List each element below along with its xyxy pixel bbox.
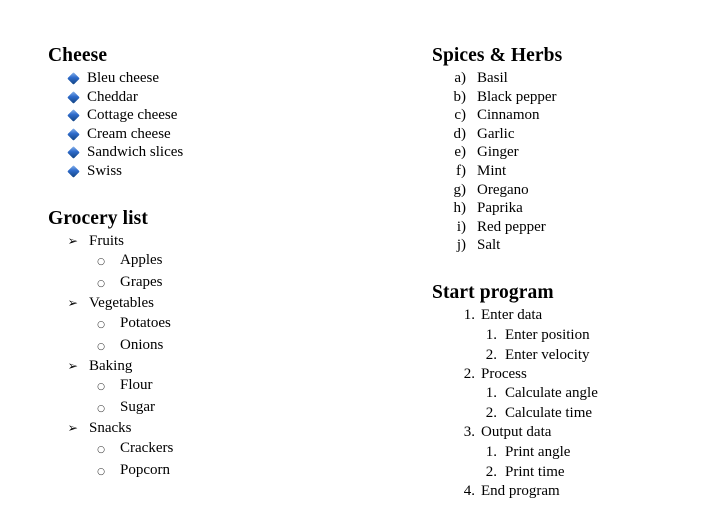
list-item xyxy=(432,162,682,181)
list-marker: 1. xyxy=(485,326,497,343)
list-item-label: Print time xyxy=(505,463,565,480)
diamond-bullet-icon-shape xyxy=(67,128,80,141)
list-item xyxy=(48,357,378,376)
heading-spices-and-herbs: Spices & Herbs xyxy=(432,45,563,66)
list-item xyxy=(48,69,378,88)
list-item-label: Cottage cheese xyxy=(87,107,178,124)
list-marker: 2. xyxy=(485,346,497,363)
diamond-bullet-icon xyxy=(48,88,78,107)
list-item xyxy=(48,88,378,107)
list-item-label: Vegetables xyxy=(89,295,154,312)
list-item-label: Ginger xyxy=(477,144,519,161)
list-item-label: Calculate angle xyxy=(505,385,598,402)
list-item xyxy=(48,460,378,482)
list-start-program xyxy=(432,306,682,500)
list-item-label: Sugar xyxy=(120,399,155,416)
hollow-circle-bullet-icon: ○ xyxy=(97,444,105,455)
left-column xyxy=(48,44,378,482)
list-marker: 2. xyxy=(485,463,497,480)
diamond-bullet-icon xyxy=(48,143,78,162)
list-item-label: Cinnamon xyxy=(477,107,540,124)
list-item xyxy=(432,306,682,325)
list-item-label: Basil xyxy=(477,70,508,86)
list-item-label: Sandwich slices xyxy=(87,144,184,161)
list-item xyxy=(432,181,682,200)
hollow-circle-bullet-icon: ○ xyxy=(97,341,105,352)
heading-start-program: Start program xyxy=(432,281,554,303)
section-cheese xyxy=(48,44,378,181)
list-item-label: Salt xyxy=(477,237,501,254)
diamond-bullet-icon-shape xyxy=(67,72,80,85)
list-item-label: Print angle xyxy=(505,443,571,460)
right-column xyxy=(432,44,682,500)
list-item-label: Calculate time xyxy=(505,405,593,422)
list-marker: b) xyxy=(453,88,466,105)
list-item xyxy=(432,462,682,482)
list-item-label: Enter data xyxy=(481,306,543,323)
hollow-circle-bullet-icon: ○ xyxy=(97,404,105,415)
list-marker: i) xyxy=(456,218,466,235)
list-item xyxy=(48,162,378,181)
list-marker: d) xyxy=(453,125,466,142)
list-marker: 3. xyxy=(463,424,475,441)
list-item xyxy=(432,236,682,255)
list-item-label: Paprika xyxy=(477,200,523,217)
list-item xyxy=(48,294,378,313)
arrowhead-bullet-icon: ➢ xyxy=(67,232,78,248)
list-item-label: Mint xyxy=(477,162,507,179)
list-item-label: Swiss xyxy=(87,162,123,179)
hollow-circle-bullet-icon: ○ xyxy=(97,466,105,477)
hollow-circle-bullet-icon: ○ xyxy=(97,319,105,330)
list-item-label: Enter velocity xyxy=(505,346,590,363)
list-item xyxy=(48,232,378,251)
list-item xyxy=(432,218,682,237)
list-item xyxy=(48,250,378,272)
list-marker: h) xyxy=(453,200,466,217)
list-marker: a) xyxy=(454,70,466,86)
list-item-label: Output data xyxy=(481,424,552,441)
list-cheese xyxy=(48,69,378,181)
list-item xyxy=(48,335,378,357)
list-marker: 1. xyxy=(485,443,497,460)
list-item xyxy=(432,365,682,384)
list-item-label: Process xyxy=(481,365,527,382)
list-marker: 2. xyxy=(463,365,475,382)
list-marker: e) xyxy=(454,144,466,161)
list-item xyxy=(432,88,682,107)
list-item xyxy=(432,482,682,501)
list-marker: 4. xyxy=(463,482,475,499)
diamond-bullet-icon xyxy=(48,106,78,125)
list-item-label: Grapes xyxy=(120,274,163,291)
list-item xyxy=(432,383,682,403)
list-marker: c) xyxy=(454,107,466,124)
list-item xyxy=(48,438,378,460)
diamond-bullet-icon-shape xyxy=(67,165,80,178)
section-grocery-list xyxy=(48,207,378,482)
list-item-label: Bleu cheese xyxy=(87,70,160,86)
list-item-label: Flour xyxy=(120,377,153,394)
list-item xyxy=(48,313,378,335)
list-spices-and-herbs xyxy=(432,69,682,255)
list-marker: f) xyxy=(456,162,466,179)
list-marker: 1. xyxy=(463,306,475,323)
list-item-label: Apples xyxy=(120,252,163,269)
list-item-label: Red pepper xyxy=(477,218,546,235)
arrowhead-bullet-icon: ➢ xyxy=(67,357,78,373)
list-item xyxy=(432,442,682,462)
list-item xyxy=(48,106,378,125)
list-item xyxy=(432,423,682,442)
list-item xyxy=(432,199,682,218)
list-item-label: Crackers xyxy=(120,439,174,456)
list-item-label: Popcorn xyxy=(120,461,170,478)
hollow-circle-bullet-icon: ○ xyxy=(97,279,105,290)
list-item-label: Potatoes xyxy=(120,314,171,331)
list-marker: j) xyxy=(456,237,466,254)
diamond-bullet-icon-shape xyxy=(67,147,80,160)
list-item-label: Cream cheese xyxy=(87,125,171,142)
list-item xyxy=(48,143,378,162)
diamond-bullet-icon xyxy=(48,125,78,144)
heading-cheese: Cheese xyxy=(48,45,108,66)
list-item-label: Snacks xyxy=(89,420,132,437)
list-item xyxy=(432,125,682,144)
heading-grocery-list: Grocery list xyxy=(48,207,148,229)
list-item-label: End program xyxy=(481,482,560,499)
list-item xyxy=(48,397,378,419)
list-item-label: Onions xyxy=(120,336,164,353)
list-item-label: Enter position xyxy=(505,326,590,343)
section-start-program xyxy=(432,281,682,500)
list-item-label: Fruits xyxy=(89,232,125,249)
list-item xyxy=(48,272,378,294)
list-item-label: Cheddar xyxy=(87,88,138,105)
list-item xyxy=(432,69,682,88)
list-item xyxy=(432,143,682,162)
list-item xyxy=(432,345,682,365)
diamond-bullet-icon xyxy=(48,162,78,181)
list-item-label: Baking xyxy=(89,357,133,374)
diamond-bullet-icon-shape xyxy=(67,109,80,122)
list-item xyxy=(432,325,682,345)
list-marker: g) xyxy=(453,181,466,198)
list-item xyxy=(432,106,682,125)
arrowhead-bullet-icon: ➢ xyxy=(67,420,78,436)
list-item xyxy=(48,419,378,438)
list-item xyxy=(48,375,378,397)
list-marker: 2. xyxy=(485,405,497,422)
section-spices-and-herbs xyxy=(432,44,682,255)
list-grocery-list xyxy=(48,232,378,482)
list-item xyxy=(48,125,378,144)
list-marker: 1. xyxy=(485,385,497,402)
list-item xyxy=(432,403,682,423)
list-item-label: Oregano xyxy=(477,181,529,198)
diamond-bullet-icon-shape xyxy=(67,91,80,104)
hollow-circle-bullet-icon: ○ xyxy=(97,382,105,393)
arrowhead-bullet-icon: ➢ xyxy=(67,295,78,311)
hollow-circle-bullet-icon: ○ xyxy=(97,257,105,268)
list-item-label: Garlic xyxy=(477,125,515,142)
list-item-label: Black pepper xyxy=(477,88,557,105)
diamond-bullet-icon xyxy=(48,69,78,88)
